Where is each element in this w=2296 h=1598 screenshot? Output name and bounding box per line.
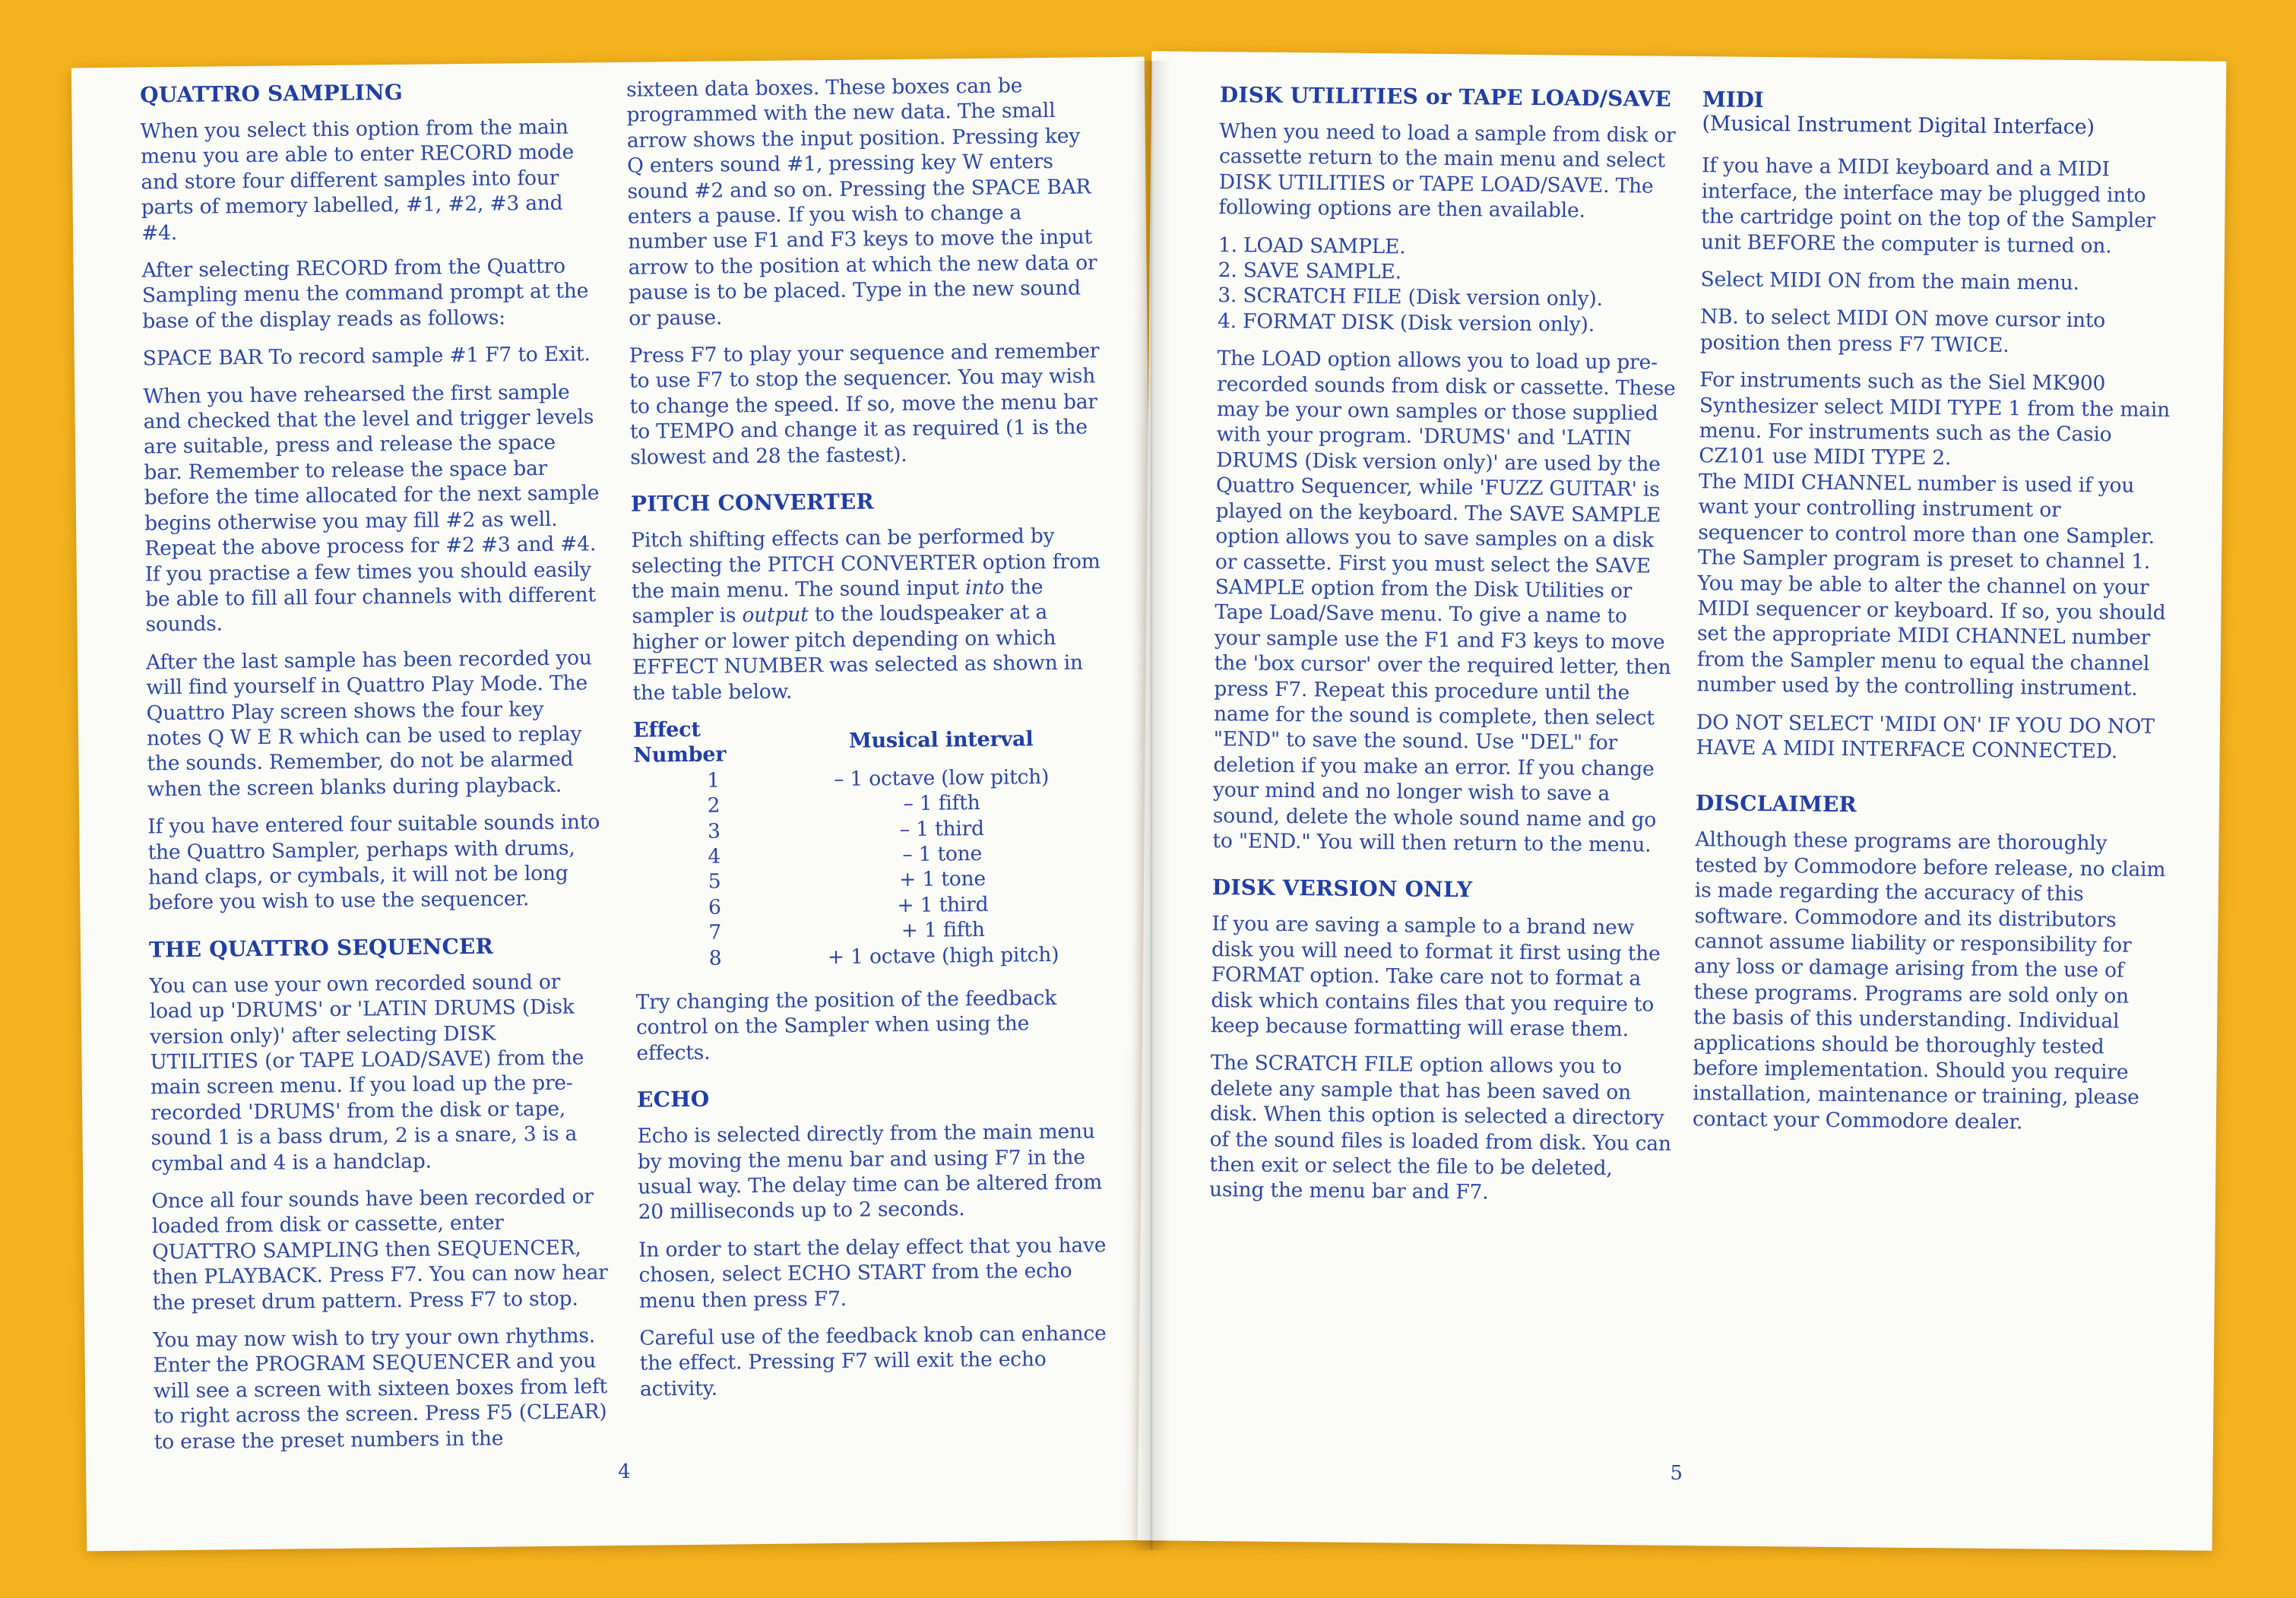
effect-number-table bbox=[633, 713, 1091, 971]
page-number: 5 bbox=[1670, 1461, 1683, 1486]
list-item: 2. SAVE SAMPLE. bbox=[1218, 258, 1402, 284]
musical-interval-cell: – 1 octave (low pitch) bbox=[833, 764, 1050, 791]
table-header-effect-number: Effect Number bbox=[632, 717, 727, 768]
effect-number-cell: 3 bbox=[707, 819, 720, 843]
effect-number-cell: 6 bbox=[708, 895, 721, 919]
book-gutter bbox=[1132, 61, 1170, 1550]
right-page-column-1 bbox=[1209, 82, 1683, 1220]
paragraph: If you are saving a sample to a brand new disk you will need to format it first using the FORMAT option. Take care not to format a disk which contains files that you require to keep because formatting will erase them. bbox=[1210, 912, 1661, 1042]
paragraph: In order to start the delay effect that you have chosen, select ECHO START from the echo menu then press F7. bbox=[638, 1233, 1107, 1313]
paragraph: When you have rehearsed the first sample and checked that the level and trigger levels are suitable, press and release the space bar. Remember to release the space bar before the time allocated for the next sample begins otherwise you may fill #2 as well. Repeat the above process for #2 #3 and #4. If you practise a few times you should easily be able to fill all four channels with different sounds. bbox=[143, 380, 600, 637]
heading-disk-utilities: DISK UTILITIES or TAPE LOAD/SAVE bbox=[1219, 82, 1672, 112]
musical-interval-cell: + 1 tone bbox=[899, 867, 986, 892]
paragraph: When you select this option from the main menu you are able to enter RECORD mode and store four different samples into four parts of memory labelled, #1, #2, #3 and #4. bbox=[140, 115, 575, 245]
paragraph: Select MIDI ON from the main menu. bbox=[1700, 267, 2079, 296]
paragraph: If you have a MIDI keyboard and a MIDI interface, the interface may be plugged into the cartridge point on the top of the Sampler unit BEFORE the computer is turned on. bbox=[1700, 153, 2156, 258]
paragraph: Try changing the position of the feedback control on the Sampler when using the effects. bbox=[635, 986, 1057, 1065]
table-header-musical-interval: Musical interval bbox=[848, 726, 1034, 753]
left-page-column-1 bbox=[140, 78, 610, 1467]
paragraph: The MIDI CHANNEL number is used if you want your controlling instrument or sequencer to control more than one Sampler. The Sampler program is preset to channel 1. You may be able to alter the channel on your MIDI sequencer or keyboard. If so, you should set the appropriate MIDI CHANNEL number from the Sampler menu to equal the channel number used by the controlling instrument. bbox=[1696, 470, 2166, 701]
paragraph: Although these programs are thoroughly tested by Commodore before release, no claim is made regarding the accuracy of this software. Commodore and its distributors cannot assume liability or responsibility for any loss or damage arising from the use of these programs. Programs are sold only on the basis of this understanding. Individual applications should be thoroughly tested before implementation. Should you require installation, maintenance or training, please contact your Commodore dealer. bbox=[1692, 827, 2166, 1134]
heading-echo: ECHO bbox=[636, 1086, 710, 1112]
musical-interval-cell: + 1 fifth bbox=[901, 918, 985, 943]
paragraph: If you have entered four suitable sounds into the Quattro Sampler, perhaps with drums, hand claps, or cymbals, it will not be long before you wish to use the sequencer. bbox=[147, 810, 600, 915]
musical-interval-cell: – 1 fifth bbox=[903, 791, 980, 816]
paragraph: After selecting RECORD from the Quattro Sampling menu the command prompt at the base of the display reads as follows: bbox=[141, 254, 589, 334]
list-item: 4. FORMAT DISK (Disk version only). bbox=[1217, 309, 1595, 337]
paragraph: The SCRATCH FILE option allows you to delete any sample that has been saved on disk. When this option is selected a directory of the sound files is loaded from disk. You can then exit or select the file to be deleted, using the menu bar and F7. bbox=[1208, 1051, 1672, 1205]
musical-interval-cell: + 1 octave (high pitch) bbox=[827, 942, 1059, 969]
paragraph: When you need to load a sample from disk or cassette return to the main menu and select DISK UTILITIES or TAPE LOAD/SAVE. The following options are then available. bbox=[1218, 119, 1676, 223]
effect-number-cell: 5 bbox=[708, 869, 721, 894]
paragraph: SPACE BAR To record sample #1 F7 to Exit. bbox=[142, 342, 591, 371]
heading-midi: MIDI bbox=[1702, 87, 1764, 112]
paragraph: Careful use of the feedback knob can enhance the effect. Pressing F7 will exit the echo activity. bbox=[639, 1321, 1107, 1401]
heading-quattro-sampling: QUATTRO SAMPLING bbox=[140, 79, 404, 108]
paragraph: After the last sample has been recorded you will find yourself in Quattro Play Mode. The Quattro Play screen shows the four key notes Q W E R which can be used to replay the sounds. Remember, do not be alarmed when the screen blanks during playback. bbox=[145, 646, 592, 802]
effect-number-cell: 1 bbox=[707, 768, 720, 793]
paragraph: DO NOT SELECT 'MIDI ON' IF YOU DO NOT HAVE A MIDI INTERFACE CONNECTED. bbox=[1696, 710, 2155, 764]
heading-disclaimer: DISCLAIMER bbox=[1695, 790, 1857, 818]
table-row bbox=[634, 764, 1090, 794]
options-list bbox=[1218, 233, 1682, 338]
paragraph: NB. to select MIDI ON move cursor into position then press F7 TWICE. bbox=[1699, 305, 2106, 357]
musical-interval-cell: + 1 third bbox=[897, 892, 989, 917]
paragraph: You can use your own recorded sound or load up 'DRUMS' or 'LATIN DRUMS (Disk version only)' after selecting DISK UTILITIES (or TAPE LOAD/SAVE) from the main screen menu. If you load up the pre-recorded 'DRUMS' from the disk or tape, sound 1 is a bass drum, 2 is a snare, 3 is a cymbal and 4 is a handclap. bbox=[149, 970, 584, 1176]
left-page bbox=[71, 57, 1160, 1552]
subheading-midi: (Musical Instrument Digital Interface) bbox=[1702, 112, 2095, 140]
musical-interval-cell: – 1 third bbox=[899, 816, 985, 841]
effect-number-cell: 8 bbox=[708, 946, 722, 970]
right-page-column-2 bbox=[1693, 87, 2174, 1148]
table-row bbox=[635, 941, 1091, 972]
paragraph: For instruments such as the Siel MK900 Synthesizer select MIDI TYPE 1 from the main menu. For instruments such as the Casio CZ101 use MIDI TYPE 2. bbox=[1699, 368, 2171, 470]
list-item: 1. LOAD SAMPLE. bbox=[1218, 233, 1406, 259]
effect-number-cell: 4 bbox=[708, 844, 721, 869]
paragraph: Press F7 to play your sequence and remember to use F7 to stop the sequencer. You may wish to change the speed. If so, move the menu bar to TEMPO and change it as required (1 is the slowest and 28 the fastest). bbox=[629, 339, 1100, 470]
list-item: 3. SCRATCH FILE (Disk version only). bbox=[1218, 283, 1603, 312]
effect-number-cell: 7 bbox=[708, 920, 722, 945]
paragraph: sixteen data boxes. These boxes can be programmed with the new data. The small arrow shows the input position. Pressing key Q enters sound #1, pressing key W enters sound #2 and so on. Pressing the SPACE BAR enters a pause. If you wish to change a number use F1 and F3 keys to move the input arrow to the position at which the new data or pause is to be placed. Type in the new sound or pause. bbox=[625, 74, 1097, 331]
heading-pitch-converter: PITCH CONVERTER bbox=[630, 489, 875, 517]
heading-quattro-sequencer: THE QUATTRO SEQUENCER bbox=[148, 933, 494, 963]
paragraph: You may now wish to try your own rhythms. Enter the PROGRAM SEQUENCER and you will see a screen with sixteen boxes from left to right across the screen. Press F5 (CLEAR) to erase the preset numbers in the bbox=[153, 1324, 608, 1454]
paragraph: Echo is selected directly from the main menu by moving the menu bar and using F7 in the usual way. The delay time can be altered from 20 milliseconds up to 2 seconds. bbox=[637, 1119, 1103, 1225]
paragraph: The LOAD option allows you to load up pre-recorded sounds from disk or cassette. These may be your own samples or those supplied with your program. 'DRUMS' and 'LATIN DRUMS (Disk version only)' are used by the Quattro Sequencer, while 'FUZZ GUITAR' is played on the keyboard. The SAVE SAMPLE option allows you to save samples on a disk or cassette. First you must select the SAVE SAMPLE option from the Disk Utilities or Tape Load/Save menu. To give a name to your sample use the F1 and F3 keys to move the 'box cursor' over the required letter, then press F7. Repeat this procedure until the name for the sound is complete, then select "END" to save the sound. Use "DEL" for deletion if you make an error. If you change your mind and no longer wish to save a sound, delete the whole sound name and go to "END." You will then return to the menu. bbox=[1212, 346, 1676, 857]
musical-interval-cell: – 1 tone bbox=[902, 841, 983, 867]
paragraph: Once all four sounds have been recorded or loaded from disk or cassette, enter QUATTRO SAMPLING then SEQUENCER, then PLAYBACK. Press F7. You can now hear the preset drum pattern. Press F7 to stop. bbox=[151, 1185, 608, 1315]
page-number: 4 bbox=[618, 1460, 631, 1484]
right-page bbox=[1138, 51, 2227, 1550]
left-page-column-2 bbox=[626, 72, 1111, 1414]
paragraph: Pitch shifting effects can be performed by selecting the PITCH CONVERTER option from the main menu. The sound input into the sampler is output to the loudspeaker at a higher or lower pitch depending on which EFFECT NUMBER was selected as shown in the table below. bbox=[631, 524, 1100, 705]
heading-disk-version-only: DISK VERSION ONLY bbox=[1211, 875, 1473, 903]
effect-number-cell: 2 bbox=[707, 793, 720, 818]
